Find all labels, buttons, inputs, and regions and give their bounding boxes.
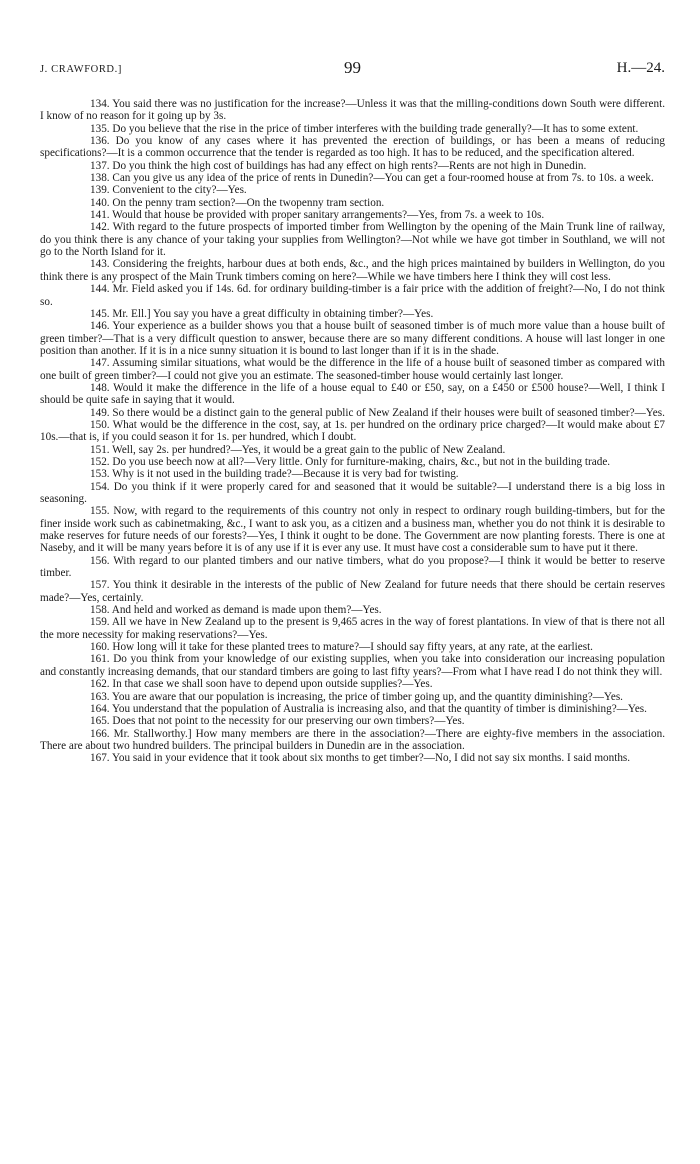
question-135: 135. Do you believe that the rise in the price of timber interferes with the building trade generally?—It has to some extent.: [90, 122, 639, 135]
evidence-text: [40, 98, 665, 765]
question-165: 165. Does that not point to the necessity for our preserving our own timbers?—Yes.: [90, 715, 465, 728]
question-156: 156. With regard to our planted timbers and our native timbers, what do you propose?—I think it would be better to reserve timber.: [40, 554, 665, 580]
question-158: 158. And held and worked as demand is made upon them?—Yes.: [90, 604, 382, 617]
question-136: 136. Do you know of any cases where it has prevented the erection of buildings, or has been a means of reducing specifications?—It is a common occurrence that the tender is regarded as too high. It has to be reduced, and the specification altered.: [40, 135, 665, 160]
question-137: 137. Do you think the high cost of buildings has had any effect on high rents?—Rents are not high in Dunedin.: [90, 159, 587, 172]
question-161: 161. Do you think from your knowledge of our existing supplies, when you take into consideration our increasing population and constantly increasing demands, that our standard timbers are going to last fifty years?—From what I have read I do not think they will.: [40, 653, 665, 678]
question-157: 157. You think it desirable in the interests of the public of New Zealand for future needs that there should be certain reserves made?—Yes, certainly.: [40, 579, 665, 604]
question-167: 167. You said in your evidence that it took about six months to get timber?—No, I did not say six months. I said months.: [90, 752, 631, 765]
question-147: 147. Assuming similar situations, what would be the difference in the life of a house built of seasoned timber as compared with one built of green timber?—I could not give you an estimate. The seasoned-timber house would certainly last longer.: [40, 357, 665, 382]
question-146: 146. Your experience as a builder shows you that a house built of seasoned timber is of much more value than a house built of green timber?—That is a very difficult question to answer, because there are so many different conditions. A house will last longer in one position than another. If it is in a nice sunny situation it is bound to last longer than if it is in the shade.: [40, 320, 665, 357]
question-151: 151. Well, say 2s. per hundred?—Yes, it would be a great gain to the public of New Zealand.: [90, 443, 506, 456]
question-163: 163. You are aware that our population is increasing, the price of timber going up, and the quantity diminishing?—Yes.: [90, 690, 623, 703]
question-145: 145. Mr. Ell.] You say you have a great difficulty in obtaining timber?—Yes.: [90, 307, 434, 320]
question-154: 154. Do you think if it were properly cared for and seasoned that it would be suitable?—I understand there is a big loss in seasoning.: [40, 480, 665, 505]
question-162: 162. In that case we shall soon have to depend upon outside supplies?—Yes.: [90, 678, 433, 691]
question-142: 142. With regard to the future prospects of imported timber from Wellington by the opening of the Main Trunk line of railway, do you think there is any chance of your taking your supplies from Wellington?—Not while we have got timber in Southland, we will not go to the North Island for it.: [40, 221, 665, 259]
question-148: 148. Would it make the difference in the life of a house equal to £40 or £50, say, on a £450 or £500 house?—Well, I think I should be quite safe in saying that it would.: [40, 381, 665, 407]
question-152: 152. Do you use beech now at all?—Very little. Only for furniture-making, chairs, &c., but not in the building trade.: [90, 455, 611, 468]
question-150: 150. What would be the difference in the cost, say, at 1s. per hundred on the ordinary price charged?—It would make about £7 10s.—that is, if you could season it for 1s. per hundred, which I doubt.: [40, 418, 665, 444]
question-153: 153. Why is it not used in the building trade?—Because it is very bad for twisting.: [90, 468, 459, 481]
question-138: 138. Can you give us any idea of the price of rents in Dunedin?—You can get a four-roomed house at from 7s. to 10s. a week.: [90, 172, 654, 185]
witness-name: J. CRAWFORD.]: [40, 64, 122, 75]
question-144: 144. Mr. Field asked you if 14s. 6d. for ordinary building-timber is a fair price with the addition of freight?—No, I do not think so.: [40, 283, 665, 308]
question-159: 159. All we have in New Zealand up to the present is 9,465 acres in the way of forest plantations. In view of that is there not all the more necessity for making reservations?—Yes.: [40, 616, 665, 641]
question-164: 164. You understand that the population of Australia is increasing also, and that the quantity of timber is diminishing?—Yes.: [90, 702, 647, 715]
question-166: 166. Mr. Stallworthy.] How many members are there in the association?—There are eighty-five members in the association. There are about two hundred builders. The principal builders in Dunedin are in the association.: [40, 727, 665, 752]
page-number: 99: [344, 58, 361, 77]
question-134: 134. You said there was no justification for the increase?—Unless it was that the milling-conditions down South were different. I know of no reason for it going up by 3s.: [40, 98, 665, 123]
question-155: 155. Now, with regard to the requirements of this country not only in respect to ordinary rough building-timbers, but for the finer inside work such as cabinetmaking, &c., I want to ask you, as a citizen and a business man, whether you do not think it is desirable to make reserves for future needs of our forests?—Yes, I think it ought to be done. The Government are now planting forests. There is one at Naseby, and it will be many years before it is of any use if it is ever any use. It must have cost a considerable sum to have put it there.: [40, 505, 665, 555]
document-reference: H.—24.: [616, 60, 665, 76]
question-160: 160. How long will it take for these planted trees to mature?—I should say fifty years, at any rate, at the earliest.: [90, 641, 593, 654]
question-149: 149. So there would be a distinct gain to the general public of New Zealand if their houses were built of seasoned timber?—Yes.: [90, 406, 665, 419]
page-header: [40, 58, 665, 82]
question-139: 139. Convenient to the city?—Yes.: [90, 184, 247, 197]
question-143: 143. Considering the freights, harbour dues at both ends, &c., and the high prices maintained by builders in Wellington, do you think there is any prospect of the Main Trunk timbers coming on here?—While we have timbers here I think they will cost less.: [40, 258, 665, 283]
question-141: 141. Would that house be provided with proper sanitary arrangements?—Yes, from 7s. a week to 10s.: [90, 209, 545, 222]
question-140: 140. On the penny tram section?—On the twopenny tram section.: [90, 196, 385, 209]
